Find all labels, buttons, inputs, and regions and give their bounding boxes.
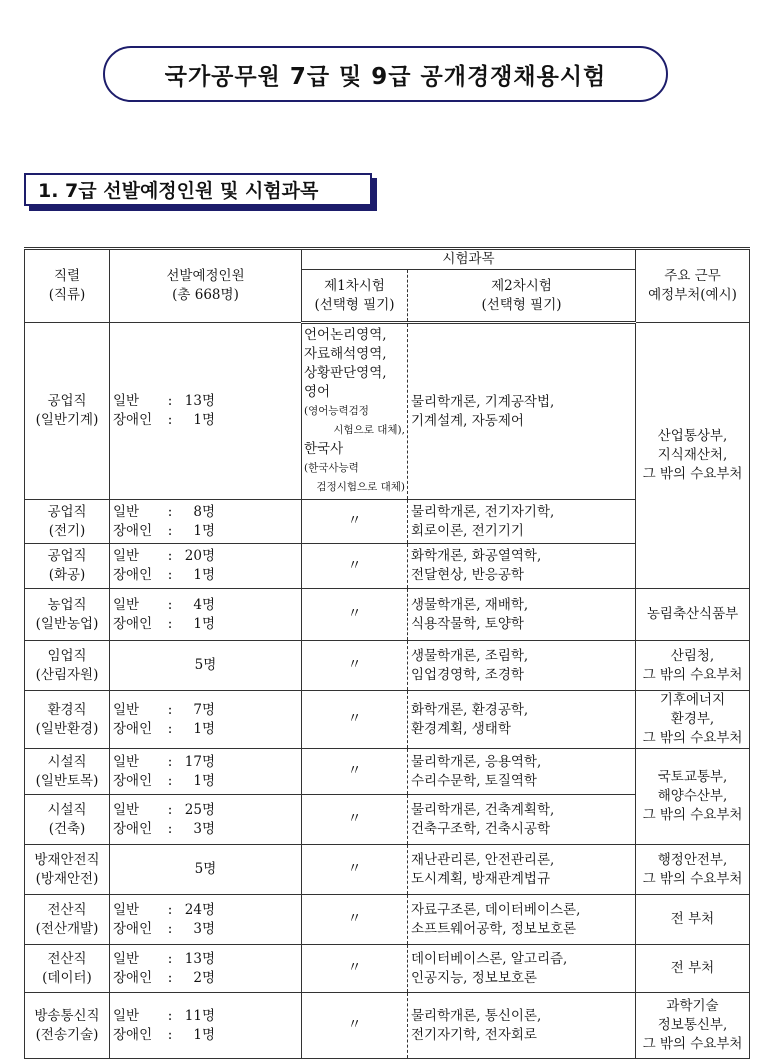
quota-cell: 일반 : 4명 장애인 : 1명 (110, 589, 302, 641)
exam2-cell: 물리학개론, 기계공작법, 기계설계, 자동제어 (408, 323, 636, 500)
exam2-cell: 생물학개론, 조림학, 임업경영학, 조경학 (408, 641, 636, 691)
header-job: 직렬 (직류) (25, 249, 110, 323)
header-exam1: 제1차시험 (선택형 필기) (302, 270, 408, 323)
table-row (25, 691, 750, 749)
table-row (25, 589, 750, 641)
exam1-ditto: 〃 (302, 749, 408, 795)
exam1-ditto: 〃 (302, 641, 408, 691)
table-row (25, 945, 750, 993)
header-dept: 주요 근무 예정부처(예시) (636, 249, 750, 323)
quota-cell: 일반 : 17명 장애인 : 1명 (110, 749, 302, 795)
exam2-cell: 생물학개론, 재배학, 식용작물학, 토양학 (408, 589, 636, 641)
dept-cell: 국토교통부, 해양수산부, 그 밖의 수요부처 (636, 749, 750, 845)
dept-cell: 행정안전부, 그 밖의 수요부처 (636, 845, 750, 895)
dept-cell: 산림청, 그 밖의 수요부처 (636, 641, 750, 691)
table-row (25, 895, 750, 945)
table-row (25, 749, 750, 795)
exam1-ditto: 〃 (302, 945, 408, 993)
exam1-ditto: 〃 (302, 589, 408, 641)
job-cell: 공업직 (일반기계) (25, 323, 110, 500)
exam1-common-cell: 언어논리영역, 자료해석영역, 상황판단영역, 영어 (영어능력검정 시험으로 대체), 한국사 (한국사능력 검정시험으로 대체) (302, 323, 408, 500)
exam1-ditto: 〃 (302, 544, 408, 589)
dept-cell: 과학기술 정보통신부, 그 밖의 수요부처 (636, 993, 750, 1059)
quota-cell: 일반 : 25명 장애인 : 3명 (110, 795, 302, 845)
quota-cell: 일반 : 13명 장애인 : 1명 (110, 323, 302, 500)
exam2-cell: 화학개론, 화공열역학, 전달현상, 반응공학 (408, 544, 636, 589)
quota-cell: 5명 (110, 845, 302, 895)
job-cell: 공업직 (화공) (25, 544, 110, 589)
exam2-cell: 재난관리론, 안전관리론, 도시계획, 방재관계법규 (408, 845, 636, 895)
page-title: 국가공무원 7급 및 9급 공개경쟁채용시험 (103, 46, 668, 102)
job-cell: 공업직 (전기) (25, 500, 110, 544)
quota-cell: 일반 : 24명 장애인 : 3명 (110, 895, 302, 945)
exam1-ditto: 〃 (302, 845, 408, 895)
quota-cell: 일반 : 8명 장애인 : 1명 (110, 500, 302, 544)
quota-cell: 일반 : 13명 장애인 : 2명 (110, 945, 302, 993)
job-cell: 임업직 (산림자원) (25, 641, 110, 691)
exam1-ditto: 〃 (302, 691, 408, 749)
exam2-cell: 데이터베이스론, 알고리즘, 인공지능, 정보보호론 (408, 945, 636, 993)
job-cell: 전산직 (전산개발) (25, 895, 110, 945)
exam1-ditto: 〃 (302, 500, 408, 544)
quota-cell: 5명 (110, 641, 302, 691)
dept-cell: 전 부처 (636, 945, 750, 993)
exam1-ditto: 〃 (302, 895, 408, 945)
exam2-cell: 자료구조론, 데이터베이스론, 소프트웨어공학, 정보보호론 (408, 895, 636, 945)
job-cell: 시설직 (건축) (25, 795, 110, 845)
header-exam: 시험과목 (302, 249, 636, 270)
exam1-ditto: 〃 (302, 993, 408, 1059)
quota-cell: 일반 : 7명 장애인 : 1명 (110, 691, 302, 749)
exam2-cell: 물리학개론, 응용역학, 수리수문학, 토질역학 (408, 749, 636, 795)
table-row (25, 993, 750, 1059)
section-title: 1. 7급 선발예정인원 및 시험과목 (24, 173, 372, 206)
header-exam2: 제2차시험 (선택형 필기) (408, 270, 636, 323)
exam-table (24, 247, 750, 1059)
exam2-cell: 화학개론, 환경공학, 환경계획, 생태학 (408, 691, 636, 749)
table-row (25, 641, 750, 691)
job-cell: 방재안전직 (방재안전) (25, 845, 110, 895)
header-quota: 선발예정인원 (총 668명) (110, 249, 302, 323)
job-cell: 방송통신직 (전송기술) (25, 993, 110, 1059)
job-cell: 농업직 (일반농업) (25, 589, 110, 641)
exam2-cell: 물리학개론, 건축계획학, 건축구조학, 건축시공학 (408, 795, 636, 845)
quota-cell: 일반 : 11명 장애인 : 1명 (110, 993, 302, 1059)
quota-cell: 일반 : 20명 장애인 : 1명 (110, 544, 302, 589)
exam2-cell: 물리학개론, 통신이론, 전기자기학, 전자회로 (408, 993, 636, 1059)
dept-cell: 기후에너지 환경부, 그 밖의 수요부처 (636, 691, 750, 749)
exam1-ditto: 〃 (302, 795, 408, 845)
job-cell: 전산직 (데이터) (25, 945, 110, 993)
dept-cell: 농림축산식품부 (636, 589, 750, 641)
job-cell: 환경직 (일반환경) (25, 691, 110, 749)
dept-cell: 전 부처 (636, 895, 750, 945)
dept-cell: 산업통상부, 지식재산처, 그 밖의 수요부처 (636, 323, 750, 589)
exam2-cell: 물리학개론, 전기자기학, 회로이론, 전기기기 (408, 500, 636, 544)
table-row (25, 323, 750, 500)
table-row (25, 845, 750, 895)
job-cell: 시설직 (일반토목) (25, 749, 110, 795)
